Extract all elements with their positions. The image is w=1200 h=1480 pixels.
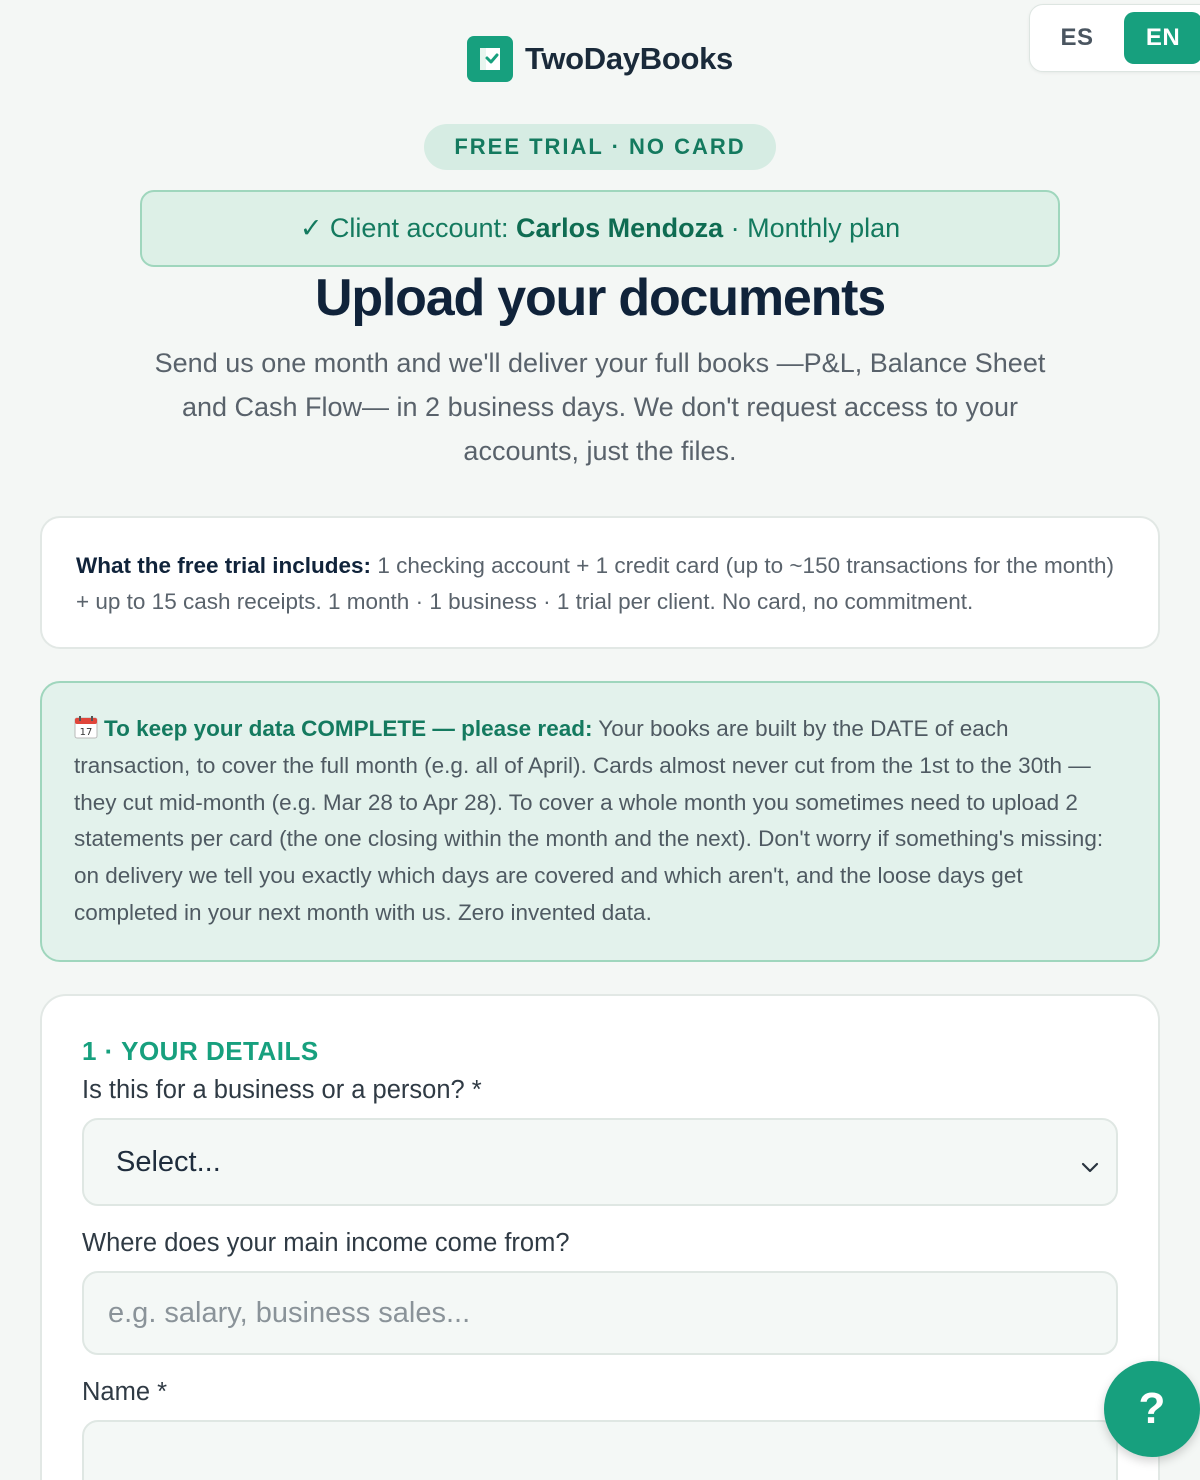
name-input[interactable] — [82, 1420, 1118, 1480]
calendar-icon — [74, 714, 98, 738]
lang-en-button[interactable]: EN — [1124, 12, 1200, 64]
trial-info-heading: What the free trial includes: — [76, 553, 372, 578]
entity-type-selected-value: Select... — [116, 1145, 221, 1178]
trial-info-card — [40, 516, 1160, 649]
free-trial-badge: FREE TRIAL · NO CARD — [424, 124, 775, 170]
lang-es-button[interactable]: ES — [1060, 24, 1094, 51]
help-button[interactable]: ? — [1104, 1361, 1200, 1457]
notice-heading: To keep your data COMPLETE — please read: — [104, 716, 593, 741]
client-banner-prefix: ✓ Client account: — [299, 213, 517, 243]
brand-logo — [0, 36, 1200, 82]
book-check-icon — [467, 36, 513, 82]
page-subtitle: Send us one month and we'll deliver your full books —P&L, Balance Sheet and Cash Flow— in 2 business days. We don't request access to your accounts, just the files. — [154, 348, 1046, 466]
page-title: Upload your documents — [315, 269, 885, 327]
data-completeness-notice — [40, 681, 1160, 962]
brand-name: TwoDayBooks — [525, 41, 733, 76]
income-source-input[interactable] — [82, 1271, 1118, 1355]
client-account-banner — [140, 190, 1060, 267]
client-name: Carlos Mendoza — [516, 213, 724, 243]
income-source-label: Where does your main income come from? — [82, 1229, 570, 1257]
notice-body: Your books are built by the DATE of each transaction, to cover the full month (e.g. all of April). Cards almost never cut from the 1st to the 30th — they cut mid-month (e.g. Mar 28 to Apr 28). To cover a whole month you sometimes need to upload 2 statements per card (the one closing within the month and the next). Don't worry if something's missing: on delivery we tell you exactly which days are covered and which aren't, and the loose days get completed in your next month with us. Zero invented data. — [74, 716, 1104, 925]
trial-info-body: 1 checking account + 1 credit card (up to ~150 transactions for the month) + up to 15 cash receipts. 1 month · 1 business · 1 trial per client. No card, no commitment. — [76, 553, 1114, 614]
entity-type-label: Is this for a business or a person? * — [82, 1076, 482, 1104]
client-banner-plan: · Monthly plan — [723, 213, 901, 243]
svg-text:17: 17 — [79, 727, 93, 738]
entity-type-select[interactable] — [82, 1118, 1118, 1206]
chevron-down-icon — [1080, 1152, 1100, 1185]
section-title-your-details: 1 · YOUR DETAILS — [82, 1036, 319, 1066]
name-label: Name * — [82, 1378, 168, 1406]
